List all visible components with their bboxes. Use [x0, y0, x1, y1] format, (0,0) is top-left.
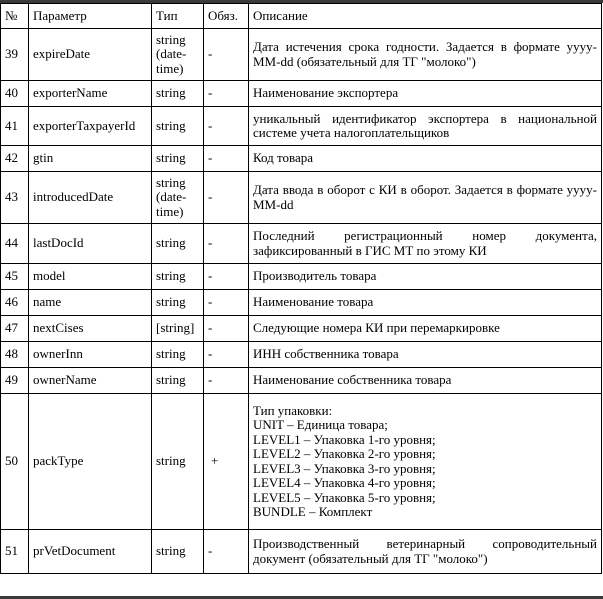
- row-description: [249, 394, 602, 530]
- pack-type-line: LEVEL1 – Упаковка 1-го уровня;: [253, 431, 436, 447]
- pack-type-line: Тип упаковки:: [253, 402, 333, 418]
- row-description: Дата истечения срока годности. Задается в формате yyyy-MM-dd (обязательный для ТГ "молоко"): [249, 29, 602, 81]
- row-description: Наименование экспортера: [249, 81, 602, 107]
- row-type: string (date-time): [152, 172, 204, 224]
- row-required: -: [204, 224, 249, 264]
- row-num: 51: [1, 530, 29, 574]
- row-param: model: [29, 264, 152, 290]
- row-description: Последний регистрационный номер документа, зафиксированный в ГИС МТ по этому КИ: [249, 224, 602, 264]
- row-param: ownerName: [29, 368, 152, 394]
- row-type: string: [152, 290, 204, 316]
- row-type: string: [152, 264, 204, 290]
- pack-type-line: BUNDLE – Комплект: [253, 504, 373, 519]
- header-description: Описание: [249, 4, 602, 29]
- row-num: 43: [1, 172, 29, 224]
- row-description: уникальный идентификатор экспортера в национальной системе учета налогоплательщиков: [249, 107, 602, 146]
- row-num: 44: [1, 224, 29, 264]
- row-description: Производитель товара: [249, 264, 602, 290]
- row-type: string: [152, 394, 204, 530]
- row-num: 39: [1, 29, 29, 81]
- table-row: [1, 316, 602, 342]
- row-num: 49: [1, 368, 29, 394]
- row-required: -: [204, 342, 249, 368]
- table-row: [1, 107, 602, 146]
- row-description: Производственный ветеринарный сопроводительный документ (обязательный для ТГ "молоко"): [249, 530, 602, 574]
- row-num: 47: [1, 316, 29, 342]
- row-type: string: [152, 107, 204, 146]
- row-required: -: [204, 81, 249, 107]
- row-required: -: [204, 264, 249, 290]
- row-required: +: [204, 394, 249, 530]
- row-param: nextCises: [29, 316, 152, 342]
- header-type: Тип: [152, 4, 204, 29]
- table-row: [1, 81, 602, 107]
- header-param: Параметр: [29, 4, 152, 29]
- row-num: 45: [1, 264, 29, 290]
- pack-type-line: UNIT – Единица товара;: [253, 417, 388, 432]
- table-row: [1, 264, 602, 290]
- pack-type-line: LEVEL4 – Упаковка 4-го уровня;: [253, 475, 436, 490]
- table-row: [1, 29, 602, 81]
- table-row: [1, 394, 602, 530]
- row-description: Дата ввода в оборот с КИ в оборот. Задается в формате yyyy-MM-dd: [249, 172, 602, 224]
- row-required: -: [204, 29, 249, 81]
- row-num: 46: [1, 290, 29, 316]
- row-description: Код товара: [249, 146, 602, 172]
- row-required: -: [204, 368, 249, 394]
- pack-type-line: LEVEL5 – Упаковка 5-го уровня;: [253, 489, 436, 505]
- header-required: Обяз.: [204, 4, 249, 29]
- row-num: 42: [1, 146, 29, 172]
- header-num: №: [1, 4, 29, 29]
- row-required: -: [204, 316, 249, 342]
- row-type: string: [152, 530, 204, 574]
- row-param: introducedDate: [29, 172, 152, 224]
- row-type: string: [152, 342, 204, 368]
- pack-type-line: LEVEL2 – Упаковка 2-го уровня;: [253, 446, 436, 461]
- row-param: name: [29, 290, 152, 316]
- table-row: [1, 146, 602, 172]
- row-num: 50: [1, 394, 29, 530]
- row-description: Наименование собственника товара: [249, 368, 602, 394]
- row-param: lastDocId: [29, 224, 152, 264]
- row-type: string: [152, 146, 204, 172]
- pack-type-line: LEVEL3 – Упаковка 3-го уровня;: [253, 460, 436, 476]
- row-param: prVetDocument: [29, 530, 152, 574]
- table-row: [1, 290, 602, 316]
- header-row: [1, 4, 602, 29]
- table-row: [1, 342, 602, 368]
- parameters-table: [0, 3, 602, 574]
- row-param: exporterTaxpayerId: [29, 107, 152, 146]
- row-required: -: [204, 530, 249, 574]
- row-description: Наименование товара: [249, 290, 602, 316]
- row-required: -: [204, 146, 249, 172]
- row-param: ownerInn: [29, 342, 152, 368]
- row-param: expireDate: [29, 29, 152, 81]
- table-row: [1, 172, 602, 224]
- row-type: string: [152, 224, 204, 264]
- table-row: [1, 224, 602, 264]
- row-param: exporterName: [29, 81, 152, 107]
- row-type: string: [152, 81, 204, 107]
- row-type: string: [152, 368, 204, 394]
- row-type: string (date-time): [152, 29, 204, 81]
- row-type: [string]: [152, 316, 204, 342]
- row-param: packType: [29, 394, 152, 530]
- row-description: ИНН собственника товара: [249, 342, 602, 368]
- row-num: 41: [1, 107, 29, 146]
- row-required: -: [204, 172, 249, 224]
- table-row: [1, 368, 602, 394]
- row-param: gtin: [29, 146, 152, 172]
- row-num: 48: [1, 342, 29, 368]
- row-required: -: [204, 290, 249, 316]
- row-description: Следующие номера КИ при перемаркировке: [249, 316, 602, 342]
- row-required: -: [204, 107, 249, 146]
- row-num: 40: [1, 81, 29, 107]
- table-row: [1, 530, 602, 574]
